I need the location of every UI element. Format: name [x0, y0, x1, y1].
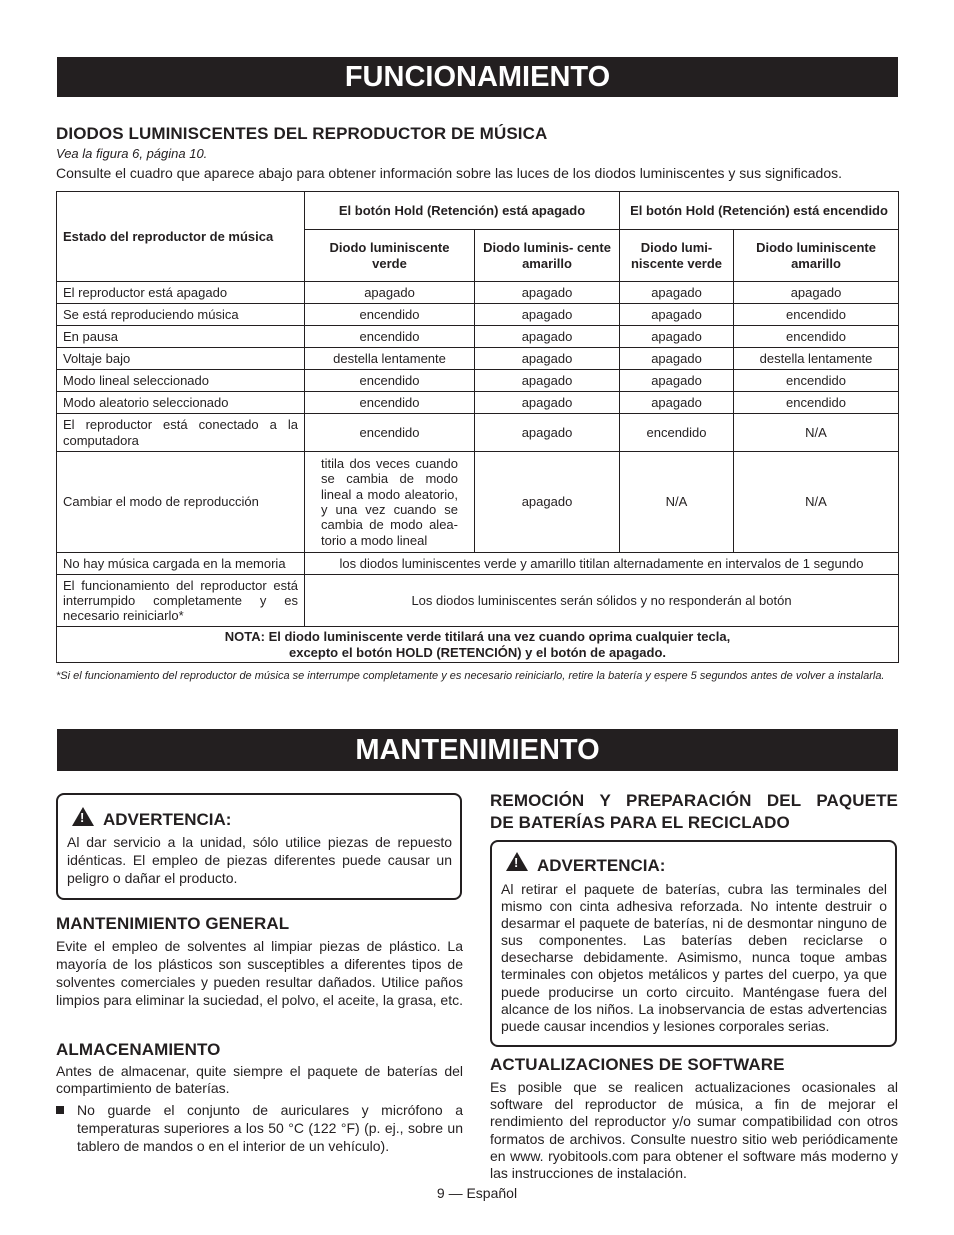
table-cell-state: Modo lineal seleccionado: [57, 370, 305, 392]
section-banner-funcionamiento: FUNCIONAMIENTO: [57, 57, 898, 97]
table-cell: destella lentamente: [305, 348, 475, 370]
warning-title: ADVERTENCIA:: [537, 856, 666, 875]
table-cell: encendido: [305, 304, 475, 326]
table-cell: encendido: [305, 370, 475, 392]
header-player-state: Estado del reproductor de música: [57, 192, 305, 282]
table-cell: destella lentamente: [734, 348, 899, 370]
table-cell: apagado: [475, 452, 620, 553]
warning-icon: !: [72, 807, 94, 826]
warning-icon: !: [506, 852, 528, 871]
table-cell-state: No hay música cargada en la memoria: [57, 553, 305, 575]
led-section-title: DIODOS LUMINISCENTES DEL REPRODUCTOR DE MÚSICA: [56, 124, 548, 143]
table-cell: apagado: [620, 348, 734, 370]
warning-text: Al dar servicio a la unidad, sólo utilice piezas de repuesto idénticas. El empleo de piezas diferentes puede causar un peligro o dañar el producto.: [67, 834, 452, 886]
subheader-yellow-led: Diodo luminiscente amarillo: [734, 230, 899, 282]
bullet-icon: [56, 1106, 64, 1114]
led-intro-text: Consulte el cuadro que aparece abajo para obtener información sobre las luces de los diodos luminiscentes y sus significados.: [56, 165, 843, 181]
table-note: [57, 627, 899, 663]
table-cell: apagado: [475, 392, 620, 414]
battery-recycling-title: [490, 790, 898, 834]
table-cell: apagado: [734, 282, 899, 304]
table-footnote: *Si el funcionamiento del reproductor de música se interrumpe completamente y es necesario reiniciarlo, retire la batería y espere 5 segundos antes de volver a instalarla.: [56, 670, 885, 682]
table-cell-state: Modo aleatorio seleccionado: [57, 392, 305, 414]
storage-title: ALMACENAMIENTO: [56, 1040, 221, 1059]
header-hold-on: El botón Hold (Retención) está encendido: [620, 192, 899, 230]
table-cell-state: Se está reproduciendo música: [57, 304, 305, 326]
table-cell-state: Voltaje bajo: [57, 348, 305, 370]
subheader-green-led: Diodo luminiscente verde: [305, 230, 475, 282]
table-cell-state: Cambiar el modo de reproducción: [57, 452, 305, 553]
table-cell: apagado: [305, 282, 475, 304]
table-cell: apagado: [475, 304, 620, 326]
table-note-line1: NOTA: El diodo luminiscente verde titilará una vez cuando oprima cualquier tecla,: [224, 629, 731, 645]
header-hold-off: El botón Hold (Retención) está apagado: [305, 192, 620, 230]
table-cell: encendido: [305, 326, 475, 348]
software-updates-text: Es posible que se realicen actualizaciones ocasionales al software del reproductor de música, a fin de mejorar el rendimiento del reproductor y/o sumar compatibilidad con otros formatos de archivos. Consulte nuestro sitio web periódicamente en www. ryobitools.com para obtener el software más moderno y las instrucciones de instalación.: [490, 1079, 898, 1182]
subheader-yellow-led: Diodo luminis- cente amarillo: [475, 230, 620, 282]
general-maintenance-title: MANTENIMIENTO GENERAL: [56, 914, 290, 933]
table-cell: apagado: [475, 414, 620, 452]
table-cell: N/A: [620, 452, 734, 553]
storage-bullet-text: No guarde el conjunto de auriculares y micrófono a temperaturas superiores a los 50 °C (122 °F) (p. ej., sobre un tablero de mandos o en el interior de un vehículo).: [77, 1102, 463, 1154]
table-cell: apagado: [620, 282, 734, 304]
table-cell-state: El reproductor está apagado: [57, 282, 305, 304]
section-banner-mantenimiento: MANTENIMIENTO: [57, 729, 898, 771]
table-cell: encendido: [734, 392, 899, 414]
table-note-line2: excepto el botón HOLD (RETENCIÓN) y el botón de apagado.: [288, 644, 667, 660]
table-cell: N/A: [734, 452, 899, 553]
storage-text: Antes de almacenar, quite siempre el paquete de baterías del compartimiento de baterías.: [56, 1063, 463, 1096]
table-cell: titila dos veces cuando se cambia de modo lineal a modo aleatorio, y una vez cuando se cambia de modo alea- torio a modo lineal: [305, 452, 475, 553]
table-cell: apagado: [475, 326, 620, 348]
table-cell: apagado: [475, 370, 620, 392]
table-cell: apagado: [475, 348, 620, 370]
battery-title-line2: DE BATERÍAS PARA EL RECICLADO: [490, 813, 790, 832]
table-cell: apagado: [620, 392, 734, 414]
table-cell: encendido: [305, 414, 475, 452]
warning-text: Al retirar el paquete de baterías, cubra las terminales del mismo con cinta adhesiva reforzada. No intente destruir o desarmar el paquete de baterías, ni de desmontar ninguno de sus componentes. Las baterías deben reciclarse o desecharse debidamente. Asimismo, nunca toque ambas terminales con objetos metálicos y partes del cuerpo, ya que puede producirse un corto circuito. Manténgase fuera del alcance de los niños. La inobservancia de estas advertencias puede causar incendios y lesiones corporales serias.: [501, 881, 887, 1034]
table-cell: encendido: [734, 370, 899, 392]
page-footer: 9 — Español: [436, 1185, 518, 1201]
subheader-green-led: Diodo lumi- niscente verde: [620, 230, 734, 282]
table-cell: apagado: [620, 304, 734, 326]
table-cell-state: En pausa: [57, 326, 305, 348]
table-cell: N/A: [734, 414, 899, 452]
general-maintenance-text: Evite el empleo de solventes al limpiar piezas de plástico. La mayoría de los plásticos son susceptibles a diferentes tipos de solventes comerciales y pueden resultar dañados. Utilice paños limpios para eliminar la suciedad, el polvo, el aceite, la grasa, etc.: [56, 938, 463, 1008]
table-cell: apagado: [475, 282, 620, 304]
software-updates-title: ACTUALIZACIONES DE SOFTWARE: [490, 1055, 785, 1074]
table-cell-state: El reproductor está conectado a la computadora: [57, 414, 305, 452]
table-cell: encendido: [620, 414, 734, 452]
battery-title-line1: REMOCIÓN Y PREPARACIÓN DEL PAQUETE: [490, 791, 898, 810]
table-cell: encendido: [734, 304, 899, 326]
table-cell: apagado: [620, 326, 734, 348]
table-cell: los diodos luminiscentes verde y amarillo titilan alternadamente en intervalos de 1 segundo: [305, 553, 899, 575]
table-cell: Los diodos luminiscentes serán sólidos y no responderán al botón: [305, 575, 899, 627]
figure-reference: Vea la figura 6, página 10.: [56, 146, 208, 161]
led-status-table: [56, 191, 899, 663]
table-cell: encendido: [305, 392, 475, 414]
table-cell: encendido: [734, 326, 899, 348]
table-cell: apagado: [620, 370, 734, 392]
warning-title: ADVERTENCIA:: [103, 810, 232, 829]
table-cell-state: El funcionamiento del reproductor está interrumpido completamente y es necesario reiniciarlo*: [57, 575, 305, 627]
